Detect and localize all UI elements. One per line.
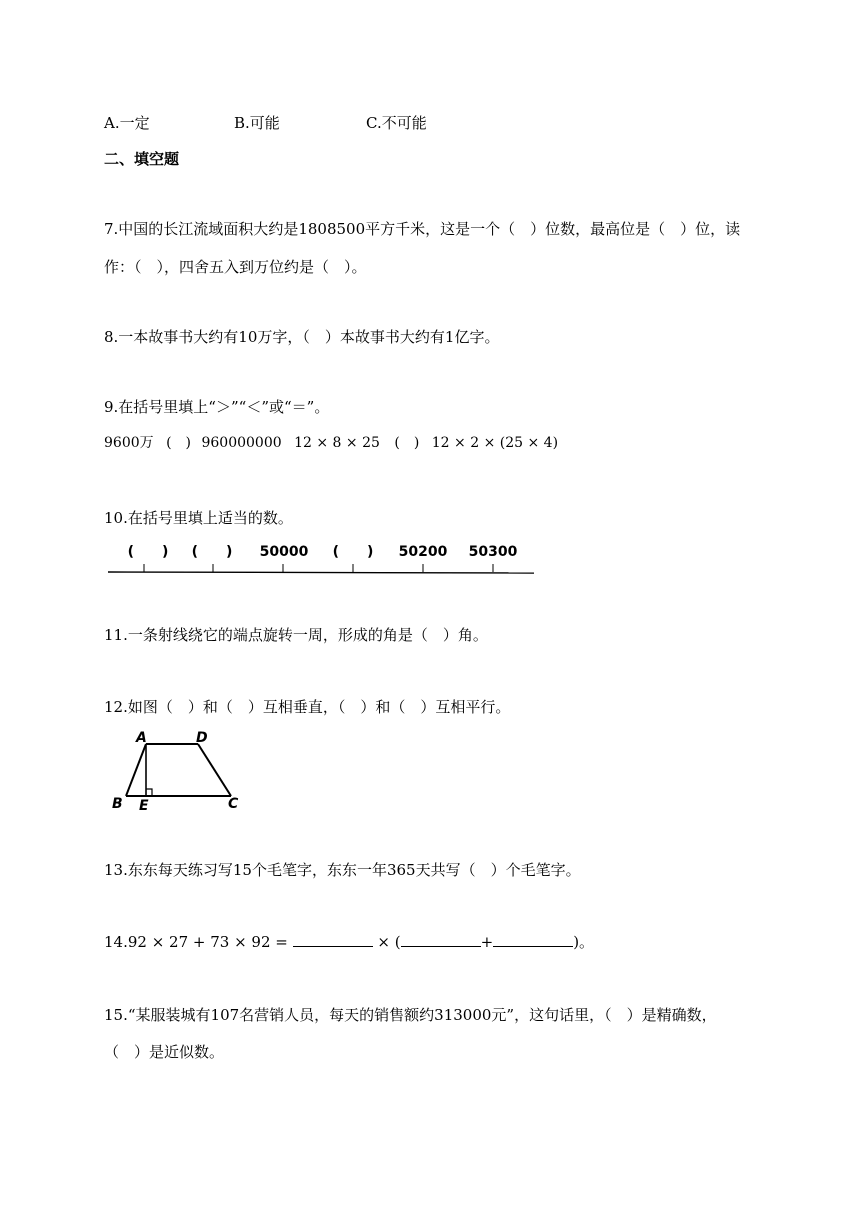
compare-1-right: 960000000	[201, 435, 282, 451]
side-dc	[198, 744, 231, 796]
question-14-suffix: )。	[573, 933, 595, 951]
label-d: D	[196, 730, 208, 746]
question-7-line-1: 7.中国的长江流域面积大约是1808500平方千米，这是一个（ ）位数，最高位是（ ）位，读	[104, 220, 741, 238]
question-7-line-2: 作：（ ），四舍五入到万位约是（ ）。	[104, 258, 367, 276]
question-9-title: 9.在括号里填上“＞”“＜”或“＝”。	[104, 398, 330, 416]
tick-label-3: 50000	[259, 544, 309, 560]
answer-blank-3[interactable]	[493, 932, 573, 947]
label-b: B	[112, 796, 123, 812]
label-e: E	[139, 798, 149, 814]
compare-2-left: 12 × 8 × 25	[294, 435, 380, 451]
question-14-times: × (	[377, 933, 401, 951]
question-14-prefix: 14.92 × 27 + 73 × 92 =	[104, 933, 288, 951]
tick-label-6: 50300	[468, 544, 518, 560]
section-title: 二、填空题	[104, 150, 180, 168]
label-a: A	[136, 730, 147, 746]
choice-c: C.不可能	[366, 114, 427, 132]
question-10-title: 10.在括号里填上适当的数。	[104, 509, 293, 527]
side-ab	[126, 744, 146, 796]
question-15-line-2: （ ）是近似数。	[104, 1043, 225, 1061]
tick-label-5: 50200	[398, 544, 448, 560]
question-14-plus: +	[480, 933, 494, 951]
tick-label-4: ( )	[332, 544, 374, 560]
question-12-title: 12.如图（ ）和（ ）互相垂直，（ ）和（ ）互相平行。	[104, 698, 511, 716]
right-angle-mark	[146, 789, 152, 796]
question-11: 11.一条射线绕它的端点旋转一周，形成的角是（ ）角。	[104, 626, 488, 644]
answer-blank-1[interactable]	[293, 932, 373, 947]
compare-2-blank: ( )	[394, 435, 420, 451]
question-9-comparisons	[104, 433, 558, 453]
compare-2-right: 12 × 2 × (25 × 4)	[431, 435, 559, 451]
compare-1-left: 9600万	[104, 435, 154, 451]
question-14	[104, 932, 594, 952]
tick-label-2: ( )	[191, 544, 233, 560]
choice-a: A.一定	[104, 114, 150, 132]
answer-blank-2[interactable]	[401, 932, 481, 947]
tick-label-1: ( )	[127, 544, 169, 560]
question-13: 13.东东每天练习写15个毛笔字，东东一年365天共写（ ）个毛笔字。	[104, 861, 581, 879]
number-line	[100, 536, 540, 580]
label-c: C	[228, 796, 239, 812]
choice-b: B.可能	[234, 114, 280, 132]
number-line-axis	[108, 572, 534, 573]
trapezoid-figure	[108, 726, 248, 816]
compare-1-blank: ( )	[166, 435, 192, 451]
question-8: 8.一本故事书大约有10万字，（ ）本故事书大约有1亿字。	[104, 328, 500, 346]
question-15-line-1: 15.“某服装城有107名营销人员，每天的销售额约313000元”，这句话里，（ ）是精确数，	[104, 1006, 717, 1024]
